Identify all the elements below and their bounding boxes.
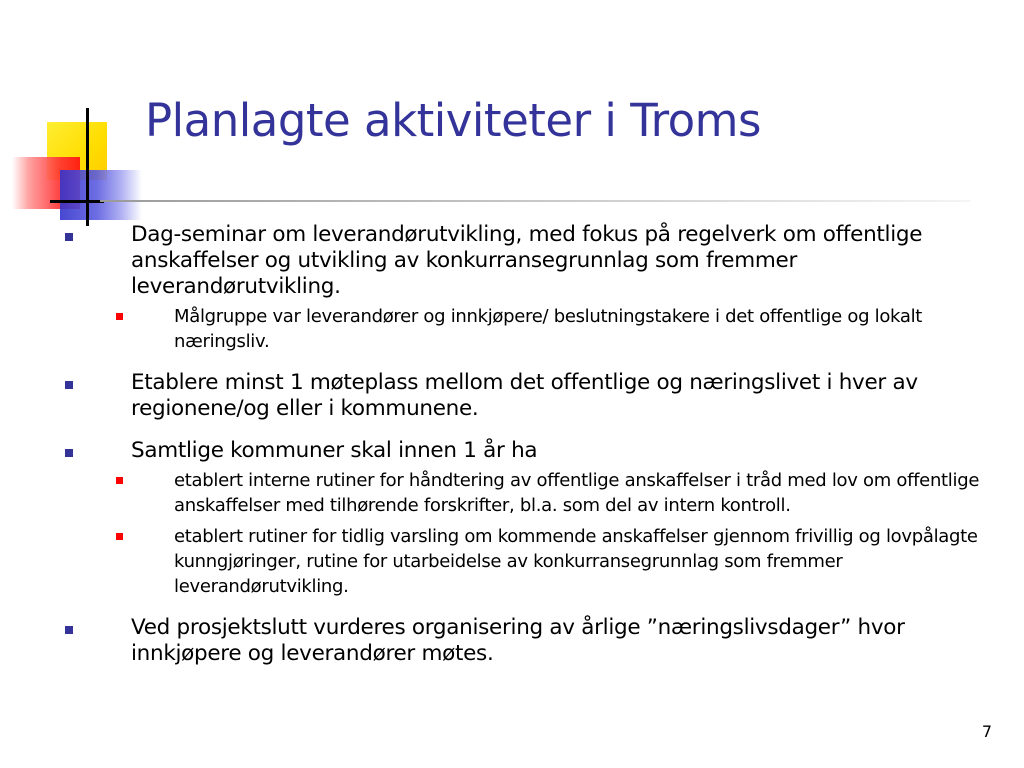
slide-number: 7 [981, 722, 992, 741]
square-bullet-icon [65, 626, 73, 634]
logo-blue-square [60, 170, 142, 220]
sub-bullet-text: Målgruppe var leverandører og innkjøpere/ beslutningstakere i det offentlige og lokalt næringsliv. [174, 306, 923, 352]
square-bullet-icon [116, 533, 123, 540]
sub-list-item [0, 468, 1024, 518]
bullet-list [0, 222, 1024, 667]
bullet-text: Dag-seminar om leverandørutvikling, med fokus på regelverk om offentlige anskaffelser og utvikling av konkurransegrunnlag som fremmer leverandørutvikling. [131, 222, 923, 299]
square-bullet-icon [65, 233, 73, 241]
slide-title: Planlagte aktiviteter i Troms [145, 94, 761, 147]
square-bullet-icon [65, 381, 73, 389]
list-item [0, 222, 1024, 300]
list-item [0, 615, 1024, 667]
list-item [0, 438, 1024, 464]
colored-squares-logo [0, 100, 150, 235]
square-bullet-icon [116, 477, 123, 484]
sub-list-item [0, 304, 1024, 354]
sub-list-item [0, 524, 1024, 599]
square-bullet-icon [65, 449, 73, 457]
square-bullet-icon [116, 313, 123, 320]
bullet-text: Samtlige kommuner skal innen 1 år ha [131, 438, 538, 463]
title-divider [100, 200, 970, 202]
logo-horizontal-line [50, 200, 104, 203]
bullet-text: Ved prosjektslutt vurderes organisering av årlige ”næringslivsdager” hvor innkjøpere og leverandører møtes. [131, 615, 905, 666]
bullet-text: Etablere minst 1 møteplass mellom det offentlige og næringslivet i hver av regionene/og eller i kommunene. [131, 370, 918, 421]
sub-bullet-text: etablert rutiner for tidlig varsling om kommende anskaffelser gjennom frivillig og lovpålagte kunngjøringer, rutine for utarbeidelse av konkurransegrunnlag som fremmer leverandørutvikling. [174, 526, 978, 597]
sub-bullet-text: etablert interne rutiner for håndtering av offentlige anskaffelser i tråd med lov om offentlige anskaffelser med tilhørende forskrifter, bl.a. som del av intern kontroll. [174, 470, 980, 516]
list-item [0, 370, 1024, 422]
logo-vertical-line [86, 108, 89, 226]
